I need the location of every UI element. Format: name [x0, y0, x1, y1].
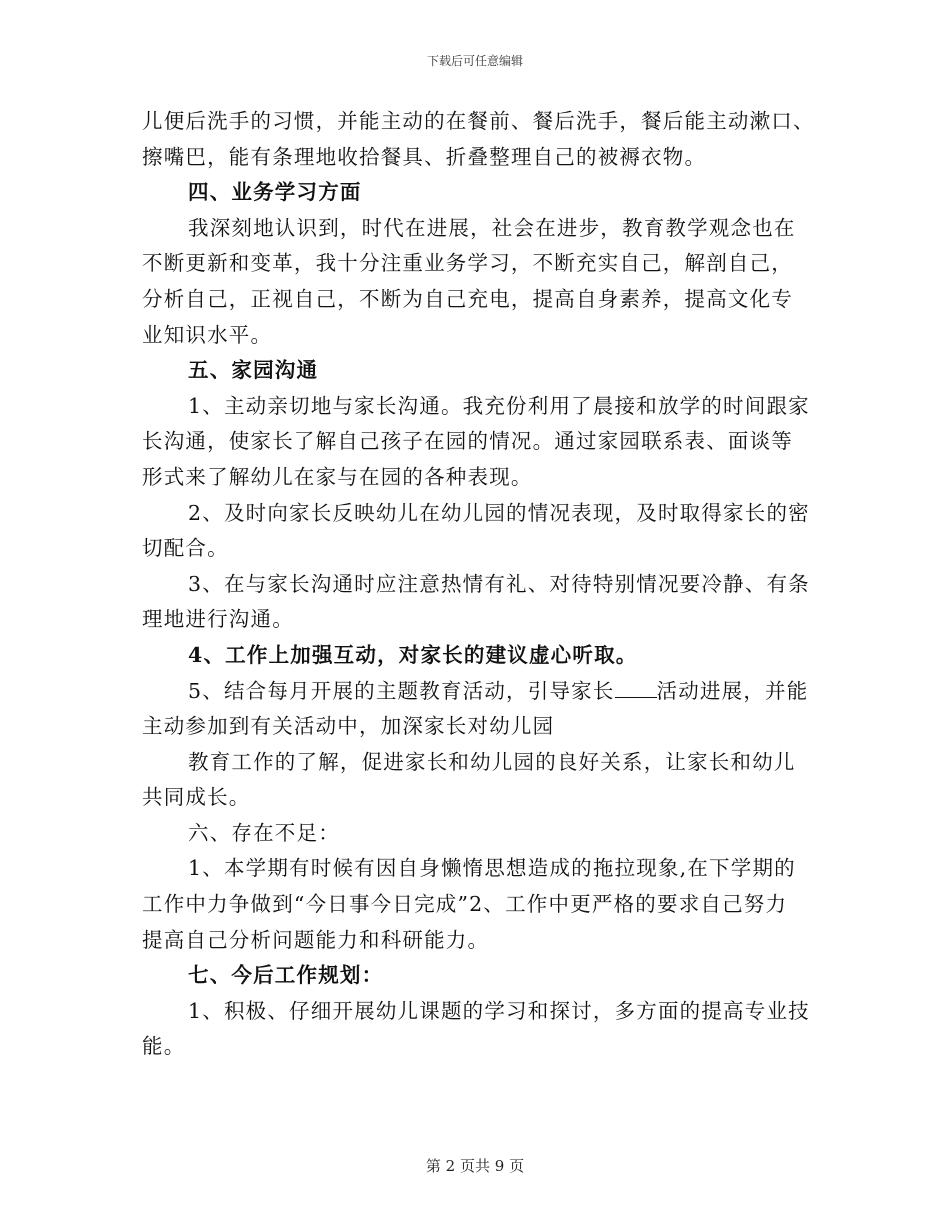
paragraph-line: 我深刻地认识到，时代在进展，社会在进步，教育教学观念也在 [188, 215, 796, 240]
paragraph-line: 业知识水平。 [142, 322, 273, 347]
paragraph-line [142, 674, 808, 710]
line-text: 活动进展，并能 [656, 678, 809, 703]
line-text: 5、结合每月开展的主题教育活动，引导家长 [188, 678, 615, 703]
paragraph-line: 共同成长。 [142, 785, 251, 810]
paragraph-line: 擦嘴巴，能有条理地收拾餐具、折叠整理自己的被褥衣物。 [142, 144, 707, 169]
page-footer: 第 2 页共 9 页 [425, 1157, 525, 1175]
section-heading: 4、工作上加强互动，对家长的建议虚心听取。 [188, 642, 638, 667]
fill-in-blank [615, 677, 657, 698]
paragraph-line: 儿便后洗手的习惯，并能主动的在餐前、餐后洗手，餐后能主动漱口、 [142, 109, 815, 133]
paragraph-line: 工作中力争做到“今日事今日完成”2、工作中更严格的要求自己努力 [142, 892, 788, 917]
section-heading: 七、今后工作规划： [188, 963, 384, 988]
paragraph-line: 2、及时向家长反映幼儿在幼儿园的情况表现，及时取得家长的密 [188, 500, 810, 525]
paragraph-line: 1、积极、仔细开展幼儿课题的学习和探讨，多方面的提高专业技 [188, 998, 810, 1023]
page-header: 下载后可任意编辑 [426, 54, 523, 68]
paragraph-line: 主动参加到有关活动中，加深家长对幼儿园 [142, 714, 555, 739]
paragraph-line: 1、主动亲切地与家长沟通。我充份利用了晨接和放学的时间跟家 [188, 393, 810, 418]
paragraph-line: 分析自己，正视自己，不断为自己充电，提高自身素养，提高文化专 [142, 286, 793, 311]
paragraph-line: 1、本学期有时候有因自身懒惰思想造成的拖拉现象,在下学期的 [188, 856, 796, 881]
paragraph-line: 能。 [142, 1034, 186, 1059]
paragraph-line: 提高自己分析问题能力和科研能力。 [142, 927, 490, 952]
section-heading: 五、家园沟通 [188, 358, 319, 383]
paragraph-line: 切配合。 [142, 536, 229, 561]
paragraph-line: 教育工作的了解，促进家长和幼儿园的良好关系，让家长和幼儿 [188, 749, 796, 774]
paragraph-line: 3、在与家长沟通时应注意热情有礼、对待特别情况要冷静、有条 [188, 571, 810, 596]
section-heading: 四、业务学习方面 [188, 180, 362, 205]
paragraph-line: 理地进行沟通。 [142, 607, 294, 632]
paragraph-line: 形式来了解幼儿在家与在园的各种表现。 [142, 464, 533, 489]
paragraph-line: 不断更新和变革，我十分注重业务学习，不断充实自己，解剖自己， [142, 251, 793, 276]
document-body [142, 104, 815, 1065]
paragraph-line: 长沟通，使家长了解自己孩子在园的情况。通过家园联系表、面谈等 [142, 429, 793, 454]
section-heading: 六、存在不足： [188, 820, 340, 845]
